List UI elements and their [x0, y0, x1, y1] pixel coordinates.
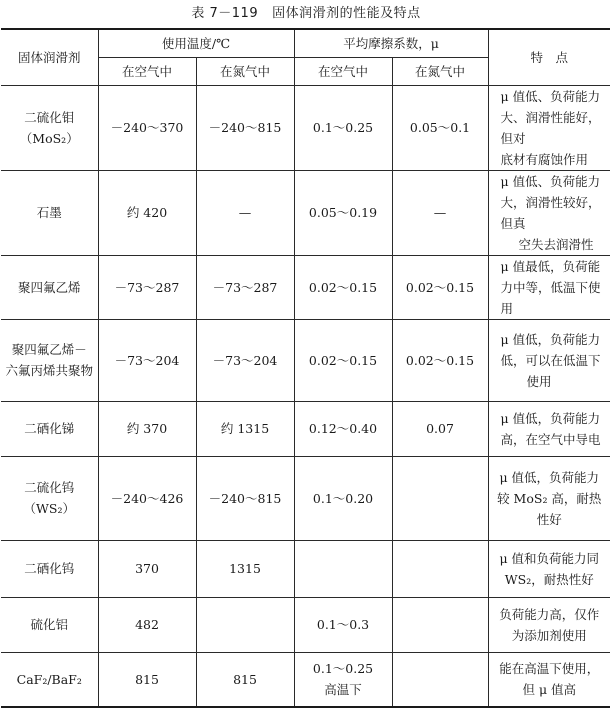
features-cell: μ 值和负荷能力同 WS₂，耐热性好: [488, 540, 610, 597]
lubricant-name: 二硒化钨: [1, 540, 98, 597]
table-row: [1, 255, 610, 319]
table-row: [1, 597, 610, 652]
mu-air-cell: [294, 540, 392, 597]
lubricant-name: 聚四氟乙烯: [1, 255, 98, 319]
lubricant-name: 石墨: [1, 170, 98, 255]
features-cell: μ 值低、负荷能力 大，润滑性较好，但真 空失去润滑性: [488, 170, 610, 255]
table-row: [1, 456, 610, 540]
table-row: [1, 540, 610, 597]
features-cell: 负荷能力高，仅作 为添加剂使用: [488, 597, 610, 652]
temp-n2-cell: 1315: [196, 540, 294, 597]
temp-n2-cell: 815: [196, 652, 294, 707]
header-temp-n2: 在氮气中: [196, 57, 294, 85]
header-mu-n2: 在氮气中: [392, 57, 488, 85]
features-cell: μ 值最低，负荷能 力中等，低温下使用: [488, 255, 610, 319]
header-temp-air: 在空气中: [98, 57, 196, 85]
temp-air-cell: 370: [98, 540, 196, 597]
mu-air-cell: 0.1～0.25: [294, 85, 392, 170]
mu-air-cell: 0.12～0.40: [294, 401, 392, 456]
temp-air-cell: －240～426: [98, 456, 196, 540]
temp-air-cell: 约 420: [98, 170, 196, 255]
table-row: [1, 170, 610, 255]
temp-air-cell: 815: [98, 652, 196, 707]
mu-n2-cell: [392, 540, 488, 597]
lubricant-name: 二硒化锑: [1, 401, 98, 456]
temp-n2-cell: －73～204: [196, 319, 294, 401]
temp-n2-cell: －240～815: [196, 456, 294, 540]
header-temperature: 使用温度/℃: [98, 29, 294, 57]
header-mu-air: 在空气中: [294, 57, 392, 85]
mu-air-cell: 0.1～0.25 高温下: [294, 652, 392, 707]
mu-n2-cell: 0.02～0.15: [392, 319, 488, 401]
mu-air-cell: 0.1～0.20: [294, 456, 392, 540]
temp-n2-cell: [196, 597, 294, 652]
lubricant-name: CaF₂/BaF₂: [1, 652, 98, 707]
mu-n2-cell: 0.07: [392, 401, 488, 456]
mu-air-cell: 0.1～0.3: [294, 597, 392, 652]
table-number: 表 7－119: [191, 6, 259, 21]
lubricant-name: 聚四氟乙烯－ 六氟丙烯共聚物: [1, 319, 98, 401]
header-features: 特 点: [488, 29, 610, 85]
header-friction: 平均摩擦系数，μ: [294, 29, 488, 57]
header-lubricant: 固体润滑剂: [1, 29, 98, 85]
table-row: [1, 401, 610, 456]
table-row: [1, 85, 610, 170]
mu-air-cell: 0.02～0.15: [294, 319, 392, 401]
features-cell: 能在高温下使用， 但 μ 值高: [488, 652, 610, 707]
mu-air-cell: 0.05～0.19: [294, 170, 392, 255]
mu-n2-cell: [392, 597, 488, 652]
temp-n2-cell: —: [196, 170, 294, 255]
temp-n2-cell: －240～815: [196, 85, 294, 170]
temp-air-cell: －73～287: [98, 255, 196, 319]
features-cell: μ 值低，负荷能力 高，在空气中导电: [488, 401, 610, 456]
lubricant-name: 二硫化钼 （MoS₂）: [1, 85, 98, 170]
table-caption: [0, 2, 612, 21]
temp-n2-cell: －73～287: [196, 255, 294, 319]
temp-air-cell: －240～370: [98, 85, 196, 170]
mu-n2-cell: 0.05～0.1: [392, 85, 488, 170]
mu-n2-cell: —: [392, 170, 488, 255]
features-cell: μ 值低，负荷能力 低，可以在低温下 使用: [488, 319, 610, 401]
lubricant-name: 二硫化钨 （WS₂）: [1, 456, 98, 540]
features-cell: μ 值低、负荷能力 大、润滑性能好，但对 底材有腐蚀作用: [488, 85, 610, 170]
mu-air-cell: 0.02～0.15: [294, 255, 392, 319]
mu-n2-cell: 0.02～0.15: [392, 255, 488, 319]
lubricant-name: 硫化铝: [1, 597, 98, 652]
mu-n2-cell: [392, 456, 488, 540]
temp-air-cell: －73～204: [98, 319, 196, 401]
table-title: 固体润滑剂的性能及特点: [272, 6, 421, 21]
temp-air-cell: 约 370: [98, 401, 196, 456]
temp-n2-cell: 约 1315: [196, 401, 294, 456]
lubricant-table: [1, 28, 610, 708]
table-row: [1, 319, 610, 401]
temp-air-cell: 482: [98, 597, 196, 652]
features-cell: μ 值低，负荷能力 较 MoS₂ 高，耐热 性好: [488, 456, 610, 540]
